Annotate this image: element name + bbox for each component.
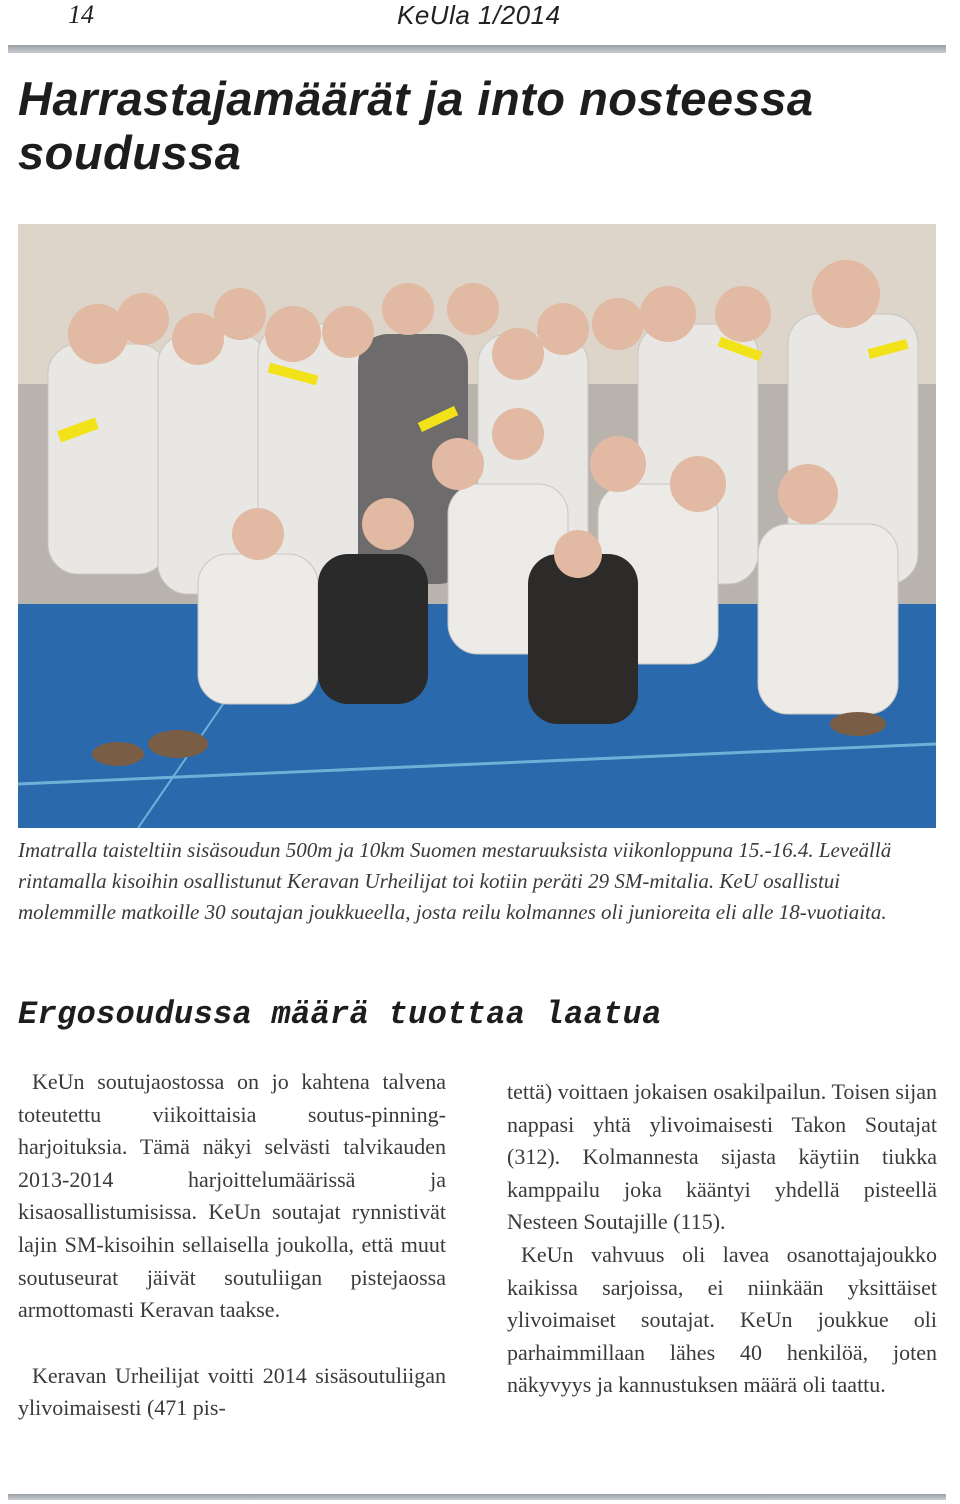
article-column-right	[507, 1076, 937, 1402]
page-number: 14	[68, 0, 94, 29]
article-subheading: Ergosoudussa määrä tuottaa laatua	[18, 996, 662, 1033]
team-photo	[18, 224, 936, 828]
issue-title: KeUla 1/2014	[397, 0, 561, 30]
header-rule	[8, 45, 946, 53]
paragraph: tettä) voittaen jokaisen osakilpailun. Toisen sijan nappasi yhtä ylivoimaisesti Takon Soutajat (312). Kolmannesta sijasta käytiin tiukka kamppailu joka kääntyi yhdellä pisteellä Nesteen Soutajille (115).	[507, 1079, 937, 1235]
page-header	[0, 0, 960, 48]
article-headline: Harrastajamäärät ja into nosteessa soudussa	[18, 72, 814, 179]
team-photo-illustration	[18, 224, 936, 828]
paragraph: KeUn soutujaostossa on jo kahtena talvena toteutettu viikoittaisia soutus-pinning-harjoituksia. Tämä näkyi selvästi talvikauden 2013-2014 harjoittelumäärissä ja kisaosallistumisissa. KeUn soutajat rynnistivät lajin SM-kisoihin sellaisella joukolla, että muut soutuseurat jäivät soutuliigan pistejaossa armottomasti Keravan taakse.	[18, 1069, 446, 1323]
paragraph: KeUn vahvuus oli lavea osanottajajoukko kaikissa sarjoissa, ei niinkään yksittäiset ylivoimaiset soutajat. KeUn joukkue oli parhaimmillaan lähes 40 henkilöä, joten näkyvyys ja kannustuksen määrä oli taattu.	[507, 1241, 937, 1398]
footer-rule	[8, 1494, 946, 1500]
photo-caption: Imatralla taisteltiin sisäsoudun 500m ja 10km Suomen mestaruuksista viikonloppuna 15.-16.4. Leveällä rintamalla kisoihin osallistunut Keravan Urheilijat toi kotiin peräti 29 SM-mitalia. KeU osallistui molemmille matkoille 30 soutajan joukkueella, josta reilu kolmannes oli junioreita eli alle 18-vuotiaita.	[18, 838, 892, 924]
article-column-left	[18, 1066, 446, 1425]
paragraph: Keravan Urheilijat voitti 2014 sisäsoutuliigan ylivoimaisesti (471 pis-	[18, 1362, 446, 1421]
